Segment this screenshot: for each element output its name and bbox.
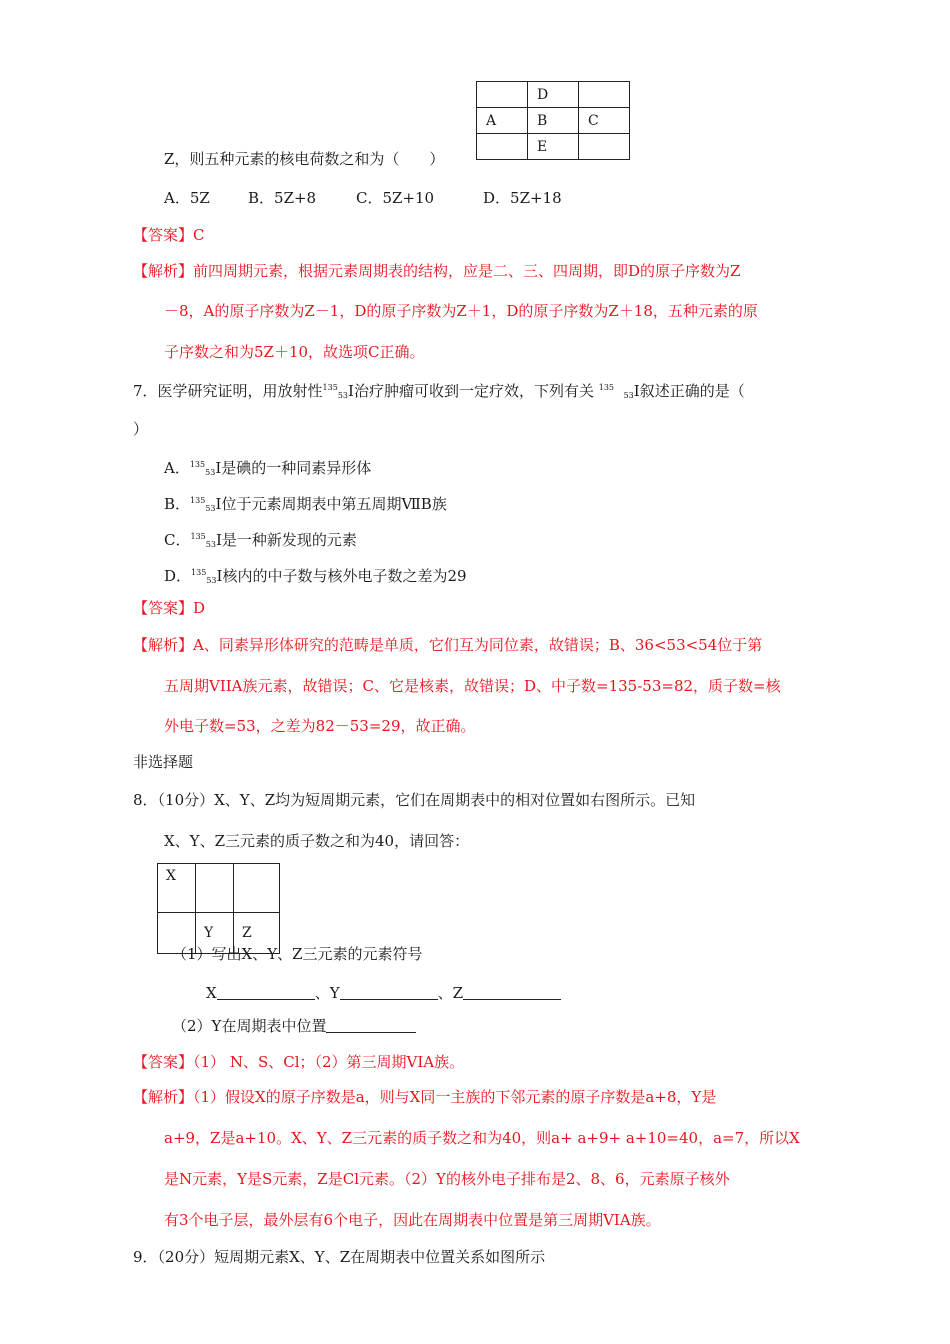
answer-tag: 【答案】 — [133, 1053, 194, 1071]
q8-blanks — [206, 983, 561, 1003]
isotope-number: 53 — [205, 504, 216, 513]
q8-analysis-line-3: 是N元素，Y是S元素，Z是Cl元素。（2）Y的核外电子排布是2、8、6，元素原子核外 — [164, 1170, 730, 1188]
q7-option-b — [164, 491, 447, 519]
q6-cell: C — [579, 108, 630, 134]
isotope-symbol: I — [348, 382, 354, 400]
q8-sub-question-2 — [172, 1016, 416, 1036]
q8-analysis-line-1 — [133, 1087, 716, 1107]
q8-cell — [234, 864, 280, 913]
isotope-mass: 135 — [598, 383, 615, 392]
q8-stem-line-2: X、Y、Z三元素的质子数之和为40，请回答： — [164, 832, 470, 850]
answer-value: （1） N、S、Cl；（2）第三周期VIA族。 — [193, 1053, 465, 1071]
option-text: 是碘的一种同素异形体 — [221, 459, 372, 477]
option-label: D． — [164, 567, 192, 585]
isotope-symbol: I — [215, 495, 222, 513]
answer-tag: 【答案】 — [133, 599, 194, 617]
answer-value: C — [193, 226, 205, 244]
q6-cell: D — [528, 82, 579, 108]
q6-analysis-line-2: －8，A的原子序数为Z－1，D的原子序数为Z＋1，D的原子序数为Z＋18，五种元素的原 — [164, 302, 758, 320]
q7-answer — [133, 598, 205, 618]
q6-analysis-line-3: 子序数之和为5Z＋10，故选项C正确。 — [164, 343, 425, 361]
answer-value: D — [193, 599, 206, 617]
isotope-number: 53 — [205, 540, 216, 549]
option-text: 位于元素周期表中第五周期ⅦB族 — [221, 495, 447, 513]
q7-stem-line-2: ） — [133, 420, 149, 438]
q6-cell: E — [528, 134, 579, 160]
q6-answer — [133, 225, 205, 245]
analysis-text: 前四周期元素，根据元素周期表的结构，应是二、三、四周期，即D的原子序数为Z — [193, 262, 741, 280]
blank-label: X — [206, 984, 217, 1002]
q7-stem-c: 叙述正确的是（ — [639, 382, 745, 400]
q6-cell — [579, 134, 630, 160]
sub-question-text: （2）Y在周期表中位置 — [172, 1017, 327, 1035]
q7-option-d — [164, 563, 467, 591]
q6-cell — [579, 82, 630, 108]
isotope-number: 53 — [623, 391, 634, 400]
q6-option-c: C．5Z+10 — [356, 189, 435, 207]
q6-analysis-line-1 — [133, 261, 740, 281]
isotope-mass: 135 — [322, 383, 338, 392]
isotope-symbol: I — [215, 531, 222, 549]
isotope-symbol: I — [633, 382, 640, 400]
q7-analysis-line-2: 五周期VIIA族元素，故错误；C、它是核素，故错误；D、中子数=135-53=82，质子数=核 — [164, 677, 781, 695]
q9-stem: 9．（20分）短周期元素X、Y、Z在周期表中位置关系如图所示 — [133, 1248, 546, 1266]
q8-analysis-line-4: 有3个电子层，最外层有6个电子，因此在周期表中位置是第三周期VIA族。 — [164, 1211, 661, 1229]
q8-cell — [196, 864, 234, 913]
isotope-mass: 135 — [189, 460, 206, 469]
q6-cell — [477, 82, 528, 108]
q8-cell: Z — [234, 913, 280, 954]
answer-blank — [217, 985, 315, 1000]
option-text: 核内的中子数与核外电子数之差为29 — [222, 567, 467, 585]
section-heading: 非选择题 — [133, 753, 194, 771]
q6-option-b: B．5Z+8 — [248, 189, 317, 207]
q8-analysis-line-2: a+9，Z是a+10。X、Y、Z三元素的质子数之和为40，则a+ a+9+ a+10=40，a=7，所以X — [164, 1129, 800, 1147]
q8-stem-line-1: 8．（10分）X、Y、Z均为短周期元素，它们在周期表中的相对位置如右图所示。已知 — [133, 791, 696, 809]
q7-analysis-line-1 — [133, 635, 762, 655]
q7-option-a — [164, 455, 371, 483]
q8-cell: Y — [196, 913, 234, 954]
option-label: B． — [164, 495, 191, 513]
analysis-tag: 【解析】 — [133, 1088, 194, 1106]
isotope-number: 53 — [337, 391, 349, 400]
analysis-text: A、同素异形体研究的范畴是单质，它们互为同位素，故错误；B、36<53<54位于第 — [193, 636, 763, 654]
isotope-symbol: I — [216, 567, 223, 585]
q6-element-table — [476, 81, 630, 160]
q8-cell: X — [158, 864, 196, 913]
answer-tag: 【答案】 — [133, 226, 194, 244]
answer-blank — [463, 985, 561, 1000]
analysis-tag: 【解析】 — [133, 262, 194, 280]
q6-stem: Z，则五种元素的核电荷数之和为（ ） — [164, 150, 445, 168]
option-label: A． — [164, 459, 190, 477]
q7-stem-b: 治疗肿瘤可收到一定疗效，下列有关 — [353, 382, 594, 400]
answer-blank — [340, 985, 438, 1000]
blank-label: 、Y — [314, 984, 340, 1002]
q8-answer — [133, 1052, 464, 1072]
q7-analysis-line-3: 外电子数=53，之差为82－53=29，故正确。 — [164, 717, 476, 735]
isotope-symbol: I — [215, 459, 222, 477]
q6-cell: A — [477, 108, 528, 134]
q8-sub-question-1: （1）写出X、Y、Z三元素的元素符号 — [172, 945, 423, 963]
q7-stem-line-1 — [133, 378, 745, 406]
answer-blank — [326, 1018, 416, 1033]
isotope-mass: 135 — [190, 532, 206, 541]
option-text: 是一种新发现的元素 — [221, 531, 357, 549]
isotope-mass: 135 — [191, 568, 207, 577]
blank-label: 、Z — [437, 984, 464, 1002]
isotope-number: 53 — [206, 576, 217, 585]
isotope-mass: 135 — [190, 496, 206, 505]
q7-option-c — [164, 527, 357, 555]
analysis-tag: 【解析】 — [133, 636, 194, 654]
q8-element-table — [157, 863, 280, 954]
q6-option-a: A．5Z — [164, 189, 210, 207]
q6-cell: B — [528, 108, 579, 134]
q7-stem-a: 7．医学研究证明，用放射性 — [133, 382, 323, 400]
q6-option-d: D．5Z+18 — [483, 189, 562, 207]
q6-cell — [477, 134, 528, 160]
isotope-number: 53 — [205, 468, 216, 477]
analysis-text: （1）假设X的原子序数是a，则与X同一主族的下邻元素的原子序数是a+8，Y是 — [193, 1088, 717, 1106]
option-label: C． — [164, 531, 191, 549]
